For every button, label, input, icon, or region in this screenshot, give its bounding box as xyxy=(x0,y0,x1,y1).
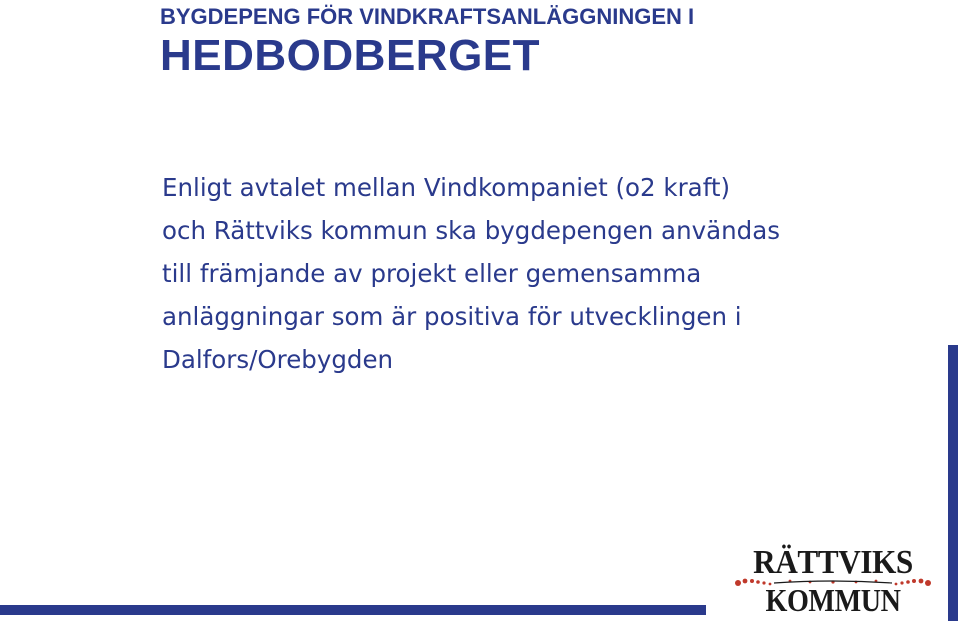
body-line-4: anläggningar som är positiva för utvecklingen i xyxy=(162,302,742,331)
body-paragraph xyxy=(162,166,882,381)
title-line-2: HEDBODBERGET xyxy=(160,31,541,80)
body-line-1: Enligt avtalet mellan Vindkompaniet (o2 kraft) xyxy=(162,173,731,202)
body-line-2: och Rättviks kommun ska bygdepengen användas xyxy=(162,216,780,245)
body-line-3: till främjande av projekt eller gemensamma xyxy=(162,259,702,288)
bottom-rule xyxy=(0,605,706,615)
logo-word-kommun: KOMMUN xyxy=(765,582,901,618)
title-line-1: BYGDEPENG FÖR VINDKRAFTSANLÄGGNINGEN I xyxy=(160,4,695,29)
right-rule xyxy=(948,345,958,621)
body-line-5: Dalfors/Orebygden xyxy=(162,345,394,374)
rattviks-kommun-logo xyxy=(730,543,936,619)
logo-word-rattviks: RÄTTVIKS xyxy=(753,544,913,581)
slide-title xyxy=(160,4,694,82)
